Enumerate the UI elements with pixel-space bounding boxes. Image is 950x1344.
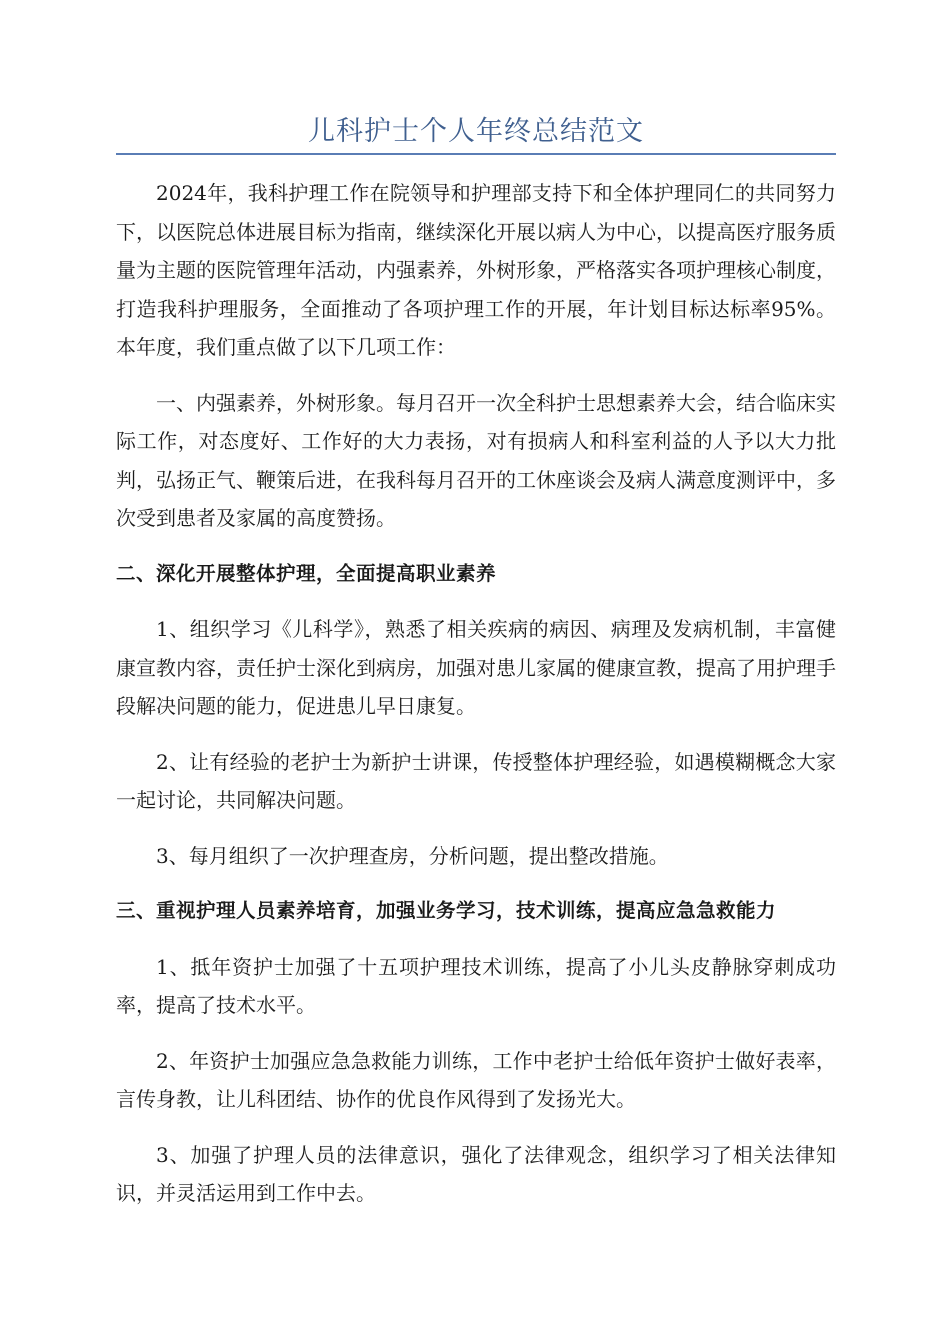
title-underline (116, 153, 836, 155)
section3-item-3: 3、加强了护理人员的法律意识，强化了法律观念，组织学习了相关法律知识，并灵活运用到工作中去。 (116, 1142, 836, 1205)
section2-item-2: 2、让有经验的老护士为新护士讲课，传授整体护理经验，如遇模糊概念大家一起讨论，共同解决问题。 (116, 749, 836, 812)
document-title: 儿科护士个人年终总结范文 (308, 116, 644, 147)
section2-item-1: 1、组织学习《儿科学》，熟悉了相关疾病的病因、病理及发病机制，丰富健康宣教内容，责任护士深化到病房，加强对患儿家属的健康宣教，提高了用护理手段解决问题的能力，促进患儿早日康复。 (116, 617, 836, 718)
section3-item-1: 1、抵年资护士加强了十五项护理技术训练，提高了小儿头皮静脉穿刺成功率，提高了技术水平。 (116, 954, 836, 1017)
intro-paragraph: 2024年，我科护理工作在院领导和护理部支持下和全体护理同仁的共同努力下，以医院总体进展目标为指南，继续深化开展以病人为中心，以提高医疗服务质量为主题的医院管理年活动，内强素养，外树形象，严格落实各项护理核心制度，打造我科护理服务，全面推动了各项护理工作的开展，年计划目标达标率95%。本年度，我们重点做了以下几项工作： (116, 181, 836, 359)
section3-item-2: 2、年资护士加强应急急救能力训练，工作中老护士给低年资护士做好表率，言传身教，让儿科团结、协作的优良作风得到了发扬光大。 (116, 1048, 836, 1111)
section3-heading: 三、重视护理人员素养培育，加强业务学习，技术训练，提高应急急救能力 (116, 899, 777, 922)
section2-heading: 二、深化开展整体护理，全面提高职业素养 (116, 561, 497, 585)
section2-item-3: 3、每月组织了一次护理查房，分析问题，提出整改措施。 (156, 843, 669, 868)
section1-paragraph: 一、内强素养，外树形象。每月召开一次全科护士思想素养大会，结合临床实际工作，对态度好、工作好的大力表扬，对有损病人和科室利益的人予以大力批判，弘扬正气、鞭策后进，在我科每月召开的工休座谈会及病人满意度测评中，多次受到患者及家属的高度赞扬。 (116, 390, 836, 530)
document-page (116, 0, 836, 1213)
